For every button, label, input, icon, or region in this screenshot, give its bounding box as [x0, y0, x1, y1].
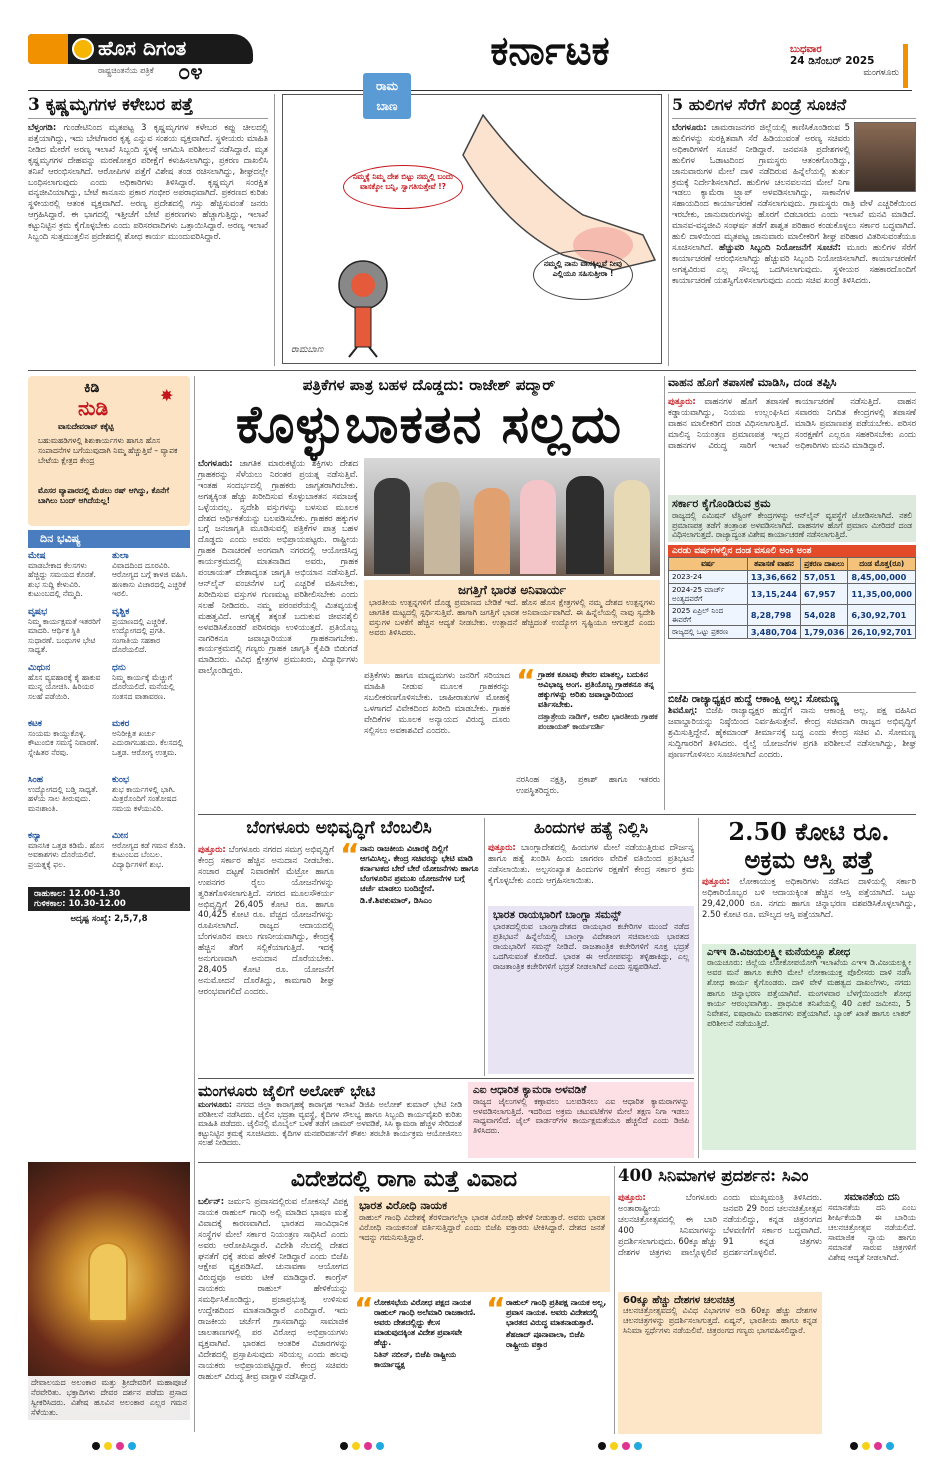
deer-headline: 3 ಕೃಷ್ಣಮೃಗಗಳ ಕಳೇಬರ ಪತ್ತೆ: [28, 95, 194, 115]
registration-mark: [104, 1442, 112, 1450]
registration-mark: [610, 1442, 618, 1450]
jail-dateline: ಮಂಗಳೂರು:: [198, 1100, 233, 1109]
raga-box-body: ರಾಹುಲ್ ಗಾಂಧಿ ವಿದೇಶಕ್ಕೆ ತೆರಳಿದಾಗಲೆಲ್ಲಾ ಭಾರತ ವಿರೋಧಿ ಹೇಳಿಕೆ ನೀಡುತ್ತಾರೆ. ಅವರು ಭಾರತ ವಿರೋಧಿ ನಾಯಕನಂತೆ ವರ್ತಿಸುತ್ತಿದ್ದಾರೆ ಎಂದು ಬಿಜೆಪಿ ವಕ್ತಾರರು ಟೀಕಿಸಿದ್ದಾರೆ. ದೇಶದ ಜನತೆ ಇದನ್ನು ಗಮನಿಸುತ್ತಿದ್ದಾರೆ.: [359, 1213, 605, 1242]
deer-article: [28, 94, 268, 364]
lead-photo-person: [520, 480, 556, 574]
bjp-text: ಬಿಜೆಪಿ ರಾಜ್ಯಾಧ್ಯಕ್ಷರ ಹುದ್ದೆಗೆ ನಾನು ಆಕಾಂಕ್ಷಿ ಅಲ್ಲ. ಪಕ್ಷ ವಹಿಸಿದ ಜವಾಬ್ದಾರಿಯನ್ನು ನಿಷ್ಠೆಯಿಂದ ನಿರ್ವಹಿಸುತ್ತೇನೆ. ಕೇಂದ್ರ ಸಚಿವನಾಗಿ ರಾಜ್ಯದ ಅಭಿವೃದ್ಧಿಗೆ ಶ್ರಮಿಸುತ್ತಿದ್ದೇನೆ. ಹೈಕಮಾಂಡ್ ತೀರ್ಮಾನಕ್ಕೆ ಬದ್ಧ ಎಂದು ಕೇಂದ್ರ ಸಚಿವ ವಿ. ಸೋಮಣ್ಣ ಸುದ್ದಿಗಾರರಿಗೆ ತಿಳಿಸಿದರು. ರೈಲ್ವೆ ಯೋಜನೆಗಳ ಪ್ರಗತಿ ಪರಿಶೀಲನೆ ನಡೆಸಲಾಗಿದ್ದು, ಶೀಘ್ರ ಪೂರ್ಣಗೊಳಿಸಲು ಸೂಚಿಸಲಾಗಿದೆ ಎಂದರು.: [668, 705, 916, 759]
cinema-article: [618, 1166, 916, 1434]
header-rule: [28, 90, 912, 91]
horoscope-sign: [28, 551, 106, 605]
table-cell: 11,35,00,000: [848, 583, 916, 604]
cinema-text: ಬೆಂಗಳೂರು ಅಂತಾರಾಷ್ಟ್ರೀಯ ಚಲನಚಿತ್ರೋತ್ಸವದಲ್ಲಿ ಈ ಬಾರಿ 400 ಸಿನಿಮಾಗಳನ್ನು ಪ್ರದರ್ಶಿಸಲಾಗುವುದು. 60ಕ್ಕೂ ಹೆಚ್ಚು ದೇಶಗಳ ಚಿತ್ರಗಳು ಪಾಲ್ಗೊಳ್ಳಲಿವೆ ಎಂದು ಮುಖ್ಯಮಂತ್ರಿ ತಿಳಿಸಿದರು. ಜನವರಿ 29 ರಿಂದ ಚಲನಚಿತ್ರೋತ್ಸವ ನಡೆಯಲಿದ್ದು, ಕನ್ನಡ ಚಿತ್ರರಂಗದ ಬೆಳವಣಿಗೆಗೆ ಸರ್ಕಾರ ಬದ್ಧವಾಗಿದೆ. 91 ಕನ್ನಡ ಚಿತ್ರಗಳು ಪ್ರದರ್ಶನಗೊಳ್ಳಲಿವೆ.: [618, 1192, 822, 1257]
registration-mark: [364, 1442, 372, 1450]
jail-text: ನಗರದ ಜಿಲ್ಲಾ ಕಾರಾಗೃಹಕ್ಕೆ ಕಾರಾಗೃಹ ಇಲಾಖೆ ಡಿಜಿಪಿ ಅಲೋಕ್ ಕುಮಾರ್ ಭೇಟಿ ನೀಡಿ ಪರಿಶೀಲನೆ ನಡೆಸಿದರು. ಜೈಲಿನ ಭದ್ರತಾ ವ್ಯವಸ್ಥೆ, ಕೈದಿಗಳ ಸೌಲಭ್ಯ ಹಾಗೂ ಸಿಬ್ಬಂದಿ ಕಾರ್ಯವೈಖರಿ ಕುರಿತು ಮಾಹಿತಿ ಪಡೆದರು. ಜೈಲಿನಲ್ಲಿ ಮೊಬೈಲ್ ಬಳಕೆ ತಡೆಗೆ ಜಾಮರ್ ಅಳವಡಿಕೆ, ಸಿಸಿ ಕ್ಯಾಮರಾ ಹೆಚ್ಚಳ ಸೇರಿದಂತೆ ಕಟ್ಟುನಿಟ್ಟಿನ ಕ್ರಮಕ್ಕೆ ಸೂಚಿಸಿದರು. ಕೈದಿಗಳ ಮನಪರಿವರ್ತನೆಗೆ ಕೌಶಲ ತರಬೇತಿ ಕಾರ್ಯಕ್ರಮ ಆಯೋಜಿಸಲು ಸಲಹೆ ನೀಡಿದರು.: [198, 1100, 462, 1148]
horoscope-sign: [28, 775, 106, 829]
lead-photo-person: [474, 488, 510, 574]
horoscope-panel: [28, 530, 190, 924]
cinema-side-title: ಸಮಾನತೆಯ ದನಿ: [844, 1192, 900, 1203]
lead-photo-person: [566, 476, 604, 574]
cartoon-badge-line2: ಬಾಣ: [376, 99, 398, 113]
table-cell: 8,28,798: [747, 604, 800, 625]
table-cell: 8,45,00,000: [848, 570, 916, 583]
hindu-box-body: ಭಾರತದಲ್ಲಿರುವ ಬಾಂಗ್ಲಾದೇಶದ ರಾಯಭಾರ ಕಚೇರಿಗಳ ಮುಂದೆ ನಡೆದ ಪ್ರತಿಭಟನೆ ಹಿನ್ನೆಲೆಯಲ್ಲಿ ಬಾಂಗ್ಲಾ ವಿದೇಶಾಂಗ ಸಚಿವಾಲಯ ಭಾರತದ ರಾಯಭಾರಿಗೆ ಸಮನ್ಸ್ ನೀಡಿದೆ. ರಾಜತಾಂತ್ರಿಕ ಕಚೇರಿಗಳಿಗೆ ಸೂಕ್ತ ಭದ್ರತೆ ಒದಗಿಸುವಂತೆ ಕೋರಿದೆ. ಭಾರತ ಈ ಆರೋಪವನ್ನು ತಳ್ಳಿಹಾಕಿದ್ದು, ಎಲ್ಲ ರಾಜತಾಂತ್ರಿಕ ಕಚೇರಿಗಳಿಗೆ ಭದ್ರತೆ ನೀಡಲಾಗಿದೆ ಎಂದು ಸ್ಪಷ್ಟಪಡಿಸಿದೆ.: [493, 922, 689, 971]
jail-box-title: ಎಐ ಆಧಾರಿತ ಕ್ಯಾಮರಾ ಅಳವಡಿಕೆ: [473, 1084, 587, 1096]
header-city: ಮಂಗಳೂರು: [863, 68, 899, 78]
logo-title: ಹೊಸ ದಿಗಂತ: [98, 36, 187, 60]
bjp-headline: ಬಿಜೆಪಿ ರಾಜ್ಯಾಧ್ಯಕ್ಷರ ಹುದ್ದೆ ಆಕಾಂಕ್ಷಿ ಅಲ್ಲ: ಸೋಮಣ್ಣ: [668, 694, 840, 705]
horoscope-sign-name: ತುಲಾ: [112, 551, 129, 561]
horoscope-sign: [28, 663, 106, 717]
cinema-box: [618, 1292, 822, 1434]
hindu-headline: ಹಿಂದುಗಳ ಹತ್ಯೆ ನಿಲ್ಲಿಸಿ: [534, 818, 648, 837]
kidi-byline: ವಾಸುದೇವರಾವ್ ಕಕ್ಕೆಟ್ಟಿ: [58, 422, 114, 431]
hindu-box: [488, 906, 694, 1074]
page-number: ೦೪: [178, 60, 203, 85]
registration-mark: [92, 1442, 100, 1450]
assets-text: ಲೋಕಾಯುಕ್ತ ಅಧಿಕಾರಿಗಳು ನಡೆಸಿದ ದಾಳಿಯಲ್ಲಿ ಸರ್ಕಾರಿ ಅಧಿಕಾರಿಯೊಬ್ಬರ ಬಳಿ ಆದಾಯಕ್ಕಿಂತ ಹೆಚ್ಚಿನ ಆಸ್ತಿ ಪತ್ತೆಯಾಗಿದೆ. ಒಟ್ಟು 29,42,000 ರೂ. ನಗದು ಹಾಗೂ ಚಿನ್ನಾಭರಣ ವಶಪಡಿಸಿಕೊಳ್ಳಲಾಗಿದ್ದು, 2.50 ಕೋಟಿ ರೂ. ಮೌಲ್ಯದ ಆಸ್ತಿ ಪತ್ತೆಯಾಗಿದೆ.: [702, 876, 916, 919]
lead-box-title: ಜಗತ್ತಿಗೆ ಭಾರತ ಅನಿವಾರ್ಯ: [458, 583, 566, 597]
kidi-item-2: ಮೊಸರ ವ್ಯಾಪಾರದಲ್ಲಿ ಮೆಡಲು ರಷ್ ಆಗಿದ್ದು, ಕೊನೆಗೆ ಬಾಗಿಲು ಬಂದ್ ಆಗಿದೆಯಲ್ಲ!: [38, 486, 170, 505]
deer-text: ಗುಂಡೇಟಿನಿಂದ ಮೃತಪಟ್ಟ 3 ಕೃಷ್ಣಮೃಗಗಳ ಕಳೇಬರ ಕಪ್ಪು ಚೀಲದಲ್ಲಿ ಪತ್ತೆಯಾಗಿದ್ದು, ಇದು ಬೇಟೆಗಾರರ ಕೃತ್ಯ ಎನ್ನುವ ಸಂಶಯ ವ್ಯಕ್ತವಾಗಿದೆ. ಸ್ಥಳೀಯರು ಮಾಹಿತಿ ನೀಡಿದ ಮೇರೆಗೆ ಅರಣ್ಯ ಇಲಾಖೆ ಸಿಬ್ಬಂದಿ ಸ್ಥಳಕ್ಕೆ ಆಗಮಿಸಿ ಪರಿಶೀಲನೆ ನಡೆಸಿದ್ದಾರೆ. ಮೃತ ಕೃಷ್ಣಮೃಗಗಳ ದೇಹವನ್ನು ಮರಣೋತ್ತರ ಪರೀಕ್ಷೆಗೆ ಕಳುಹಿಸಲಾಗಿದ್ದು, ಪ್ರಕರಣ ದಾಖಲಿಸಿ ತನಿಖೆ ಆರಂಭಿಸಲಾಗಿದೆ. ಆರೋಪಿಗಳ ಪತ್ತೆಗೆ ವಿಶೇಷ ತಂಡ ರಚಿಸಲಾಗಿದ್ದು, ಶೀಘ್ರದಲ್ಲೇ ಬಂಧಿಸಲಾಗುವುದು ಎಂದು ಅಧಿಕಾರಿಗಳು ತಿಳಿಸಿದ್ದಾರೆ. ಕೃಷ್ಣಮೃಗ ಸಂರಕ್ಷಿತ ವನ್ಯಜೀವಿಯಾಗಿದ್ದು, ಬೇಟೆ ಕಾನೂನು ಪ್ರಕಾರ ಗಂಭೀರ ಅಪರಾಧವಾಗಿದೆ. ಪ್ರಕರಣದ ಕುರಿತು ಸ್ಥಳೀಯರಲ್ಲಿ ಆತಂಕ ವ್ಯಕ್ತವಾಗಿದೆ. ಅರಣ್ಯ ಪ್ರದೇಶದಲ್ಲಿ ಗಸ್ತು ಹೆಚ್ಚಿಸುವಂತೆ ಜನರು ಆಗ್ರಹಿಸಿದ್ದಾರೆ. ಈ ಭಾಗದಲ್ಲಿ ಇತ್ತೀಚೆಗೆ ಬೇಟೆ ಪ್ರಕರಣಗಳು ಹೆಚ್ಚಾಗುತ್ತಿದ್ದು, ಇಲಾಖೆ ಕಟ್ಟುನಿಟ್ಟಿನ ಕ್ರಮ ಕೈಗೊಳ್ಳಬೇಕು ಎಂದು ಪರಿಸರವಾದಿಗಳು ಒತ್ತಾಯಿಸಿದ್ದಾರೆ. ಅರಣ್ಯ ಇಲಾಖೆ ಸಿಬ್ಬಂದಿ ಸುತ್ತಮುತ್ತಲಿನ ಪ್ರದೇಶದಲ್ಲಿ ಶೋಧ ಕಾರ್ಯ ಮುಂದುವರಿಸಿದ್ದಾರೆ.: [28, 122, 269, 242]
horoscope-sign: [112, 551, 190, 605]
bjp-article: [668, 694, 916, 808]
horoscope-sign-text: ನಿಮ್ಮ ಕಾರ್ಯಕ್ಕೆ ಮೆಚ್ಚುಗೆ ದೊರೆಯಲಿದೆ. ಮನೆಯಲ್ಲಿ ಸಂತಸದ ವಾತಾವರಣ.: [112, 673, 175, 701]
cinema-body: [618, 1192, 822, 1288]
table-cell: 67,957: [800, 583, 847, 604]
registration-mark: [634, 1442, 642, 1450]
registration-mark: [850, 1442, 858, 1450]
raga-box: [354, 1196, 610, 1292]
tigers-subhead: ಹೆಚ್ಚುವರಿ ಸಿಬ್ಬಂದಿ ನಿಯೋಜನೆಗೆ ಸೂಚನೆ:: [719, 241, 841, 252]
temple-caption: ದೇವಾಲಯದ ಅಲಂಕಾರ ಮತ್ತು ಶ್ರೀದೇವರಿಗೆ ಮಹಾಪೂಜೆ ನೆರವೇರಿತು. ಭಕ್ತಾದಿಗಳು ದೇವರ ದರ್ಶನ ಪಡೆದು ಪ್ರಸಾದ ಸ್ವೀಕರಿಸಿದರು. ವಿಶೇಷ ಹೂವಿನ ಅಲಂಕಾರ ಎಲ್ಲರ ಗಮನ ಸೆಳೆಯಿತು.: [28, 1376, 190, 1432]
table-cell: 26,10,92,701: [848, 625, 916, 638]
quote-mark-icon: “: [340, 838, 360, 873]
kidi-title-nudi: ನುಡಿ: [78, 396, 109, 420]
hindu-article: [488, 818, 694, 1074]
registration-mark: [376, 1442, 384, 1450]
registration-mark: [874, 1442, 882, 1450]
deer-dateline: ಬೆಳ್ತಂಗಡಿ:: [28, 122, 57, 132]
registration-mark: [862, 1442, 870, 1450]
table-row: [669, 625, 916, 638]
cartoon-leg-right: [369, 347, 377, 357]
raga-quote-1-text: ಲೋಕಸಭೆಯ ವಿರೋಧ ಪಕ್ಷದ ನಾಯಕ ರಾಹುಲ್ ಗಾಂಧಿ ಅಲೆಮಾರಿ ರಾಜಕಾರಣಿ. ಅವರು ದೇಶದಲ್ಲಿದ್ದು ಕೆಲಸ ಮಾಡುವುದಕ್ಕಿಂತ ವಿದೇಶ ಪ್ರವಾಸವೇ ಹೆಚ್ಚು.: [374, 1298, 476, 1347]
assets-headline: 2.50 ಕೋಟಿ ರೂ. ಅಕ್ರಮ ಆಸ್ತಿ ಪತ್ತೆ: [728, 817, 890, 874]
registration-mark: [128, 1442, 136, 1450]
table-row: [669, 583, 916, 604]
tigers-headline: 5 ಹುಲಿಗಳ ಸೆರೆಗೆ ಖಂಡ್ರೆ ಸೂಚನೆ: [672, 95, 847, 114]
horoscope-sign-text: ಅನಿರೀಕ್ಷಿತ ಖರ್ಚು ಎದುರಾಗಬಹುದು. ಕೆಲಸದಲ್ಲಿ ಒತ್ತಡ. ಆರೋಗ್ಯ ಉತ್ತಮ.: [112, 729, 184, 757]
blr-article: [198, 818, 480, 1076]
vehicle-body: [668, 396, 916, 492]
blr-body: [198, 844, 334, 1076]
cinema-dateline: ಪುತ್ತೂರು:: [618, 1192, 646, 1202]
lead-dateline: ಬೆಂಗಳೂರು:: [198, 458, 233, 468]
header-date: 24 ಡಿಸೆಂಬರ್ 2025: [790, 55, 875, 67]
cartoon-character-body: [355, 307, 371, 347]
blr-dateline: ಪುತ್ತೂರು:: [198, 844, 226, 854]
logo-emblem-icon: [72, 38, 94, 60]
cartoon-character-face: [351, 273, 375, 297]
blr-quote: [340, 838, 480, 956]
col-divider: [698, 818, 699, 1158]
lead-photo-person: [614, 480, 650, 574]
horoscope-sign: [112, 831, 190, 885]
spark-icon: ✸: [160, 386, 174, 405]
header-day: ಬುಧವಾರ: [790, 44, 822, 55]
registration-mark: [598, 1442, 606, 1450]
table-cell: 13,15,244: [747, 583, 800, 604]
raga-headline: ವಿದೇಶದಲ್ಲಿ ರಾಗಾ ಮತ್ತೆ ವಿವಾದ: [290, 1166, 518, 1192]
lead-body-2: ಪತ್ರಿಕೆಗಳು ಹಾಗೂ ಮಾಧ್ಯಮಗಳು ಜನರಿಗೆ ಸರಿಯಾದ ಮಾಹಿತಿ ನೀಡುವ ಮೂಲಕ ಗ್ರಾಹಕರನ್ನು ಸಬಲೀಕರಣಗೊಳಿಸಬೇಕು. ಜಾಹೀರಾತುಗಳ ಮೋಹಕ್ಕೆ ಒಳಗಾಗದೆ ವಿವೇಕದಿಂದ ಖರೀದಿ ಮಾಡಬೇಕು. ಗ್ರಾಹಕ ವೇದಿಕೆಗಳ ಮೂಲಕ ಅನ್ಯಾಯದ ವಿರುದ್ಧ ದೂರು ಸಲ್ಲಿಸಲು ಅವಕಾಶವಿದೆ ಎಂದರು.: [364, 670, 510, 735]
horoscope-sign-text: ವಿವಾದದಿಂದ ದೂರವಿರಿ. ಆರೋಗ್ಯದ ಬಗ್ಗೆ ಕಾಳಜಿ ವಹಿಸಿ. ಹಣಕಾಸು ವಿಚಾರದಲ್ಲಿ ಎಚ್ಚರಿಕೆ ಇರಲಿ.: [112, 561, 188, 599]
cartoon-badge-line1: ರಾಮ: [376, 79, 398, 93]
hindu-box-title: ಭಾರತ ರಾಯಭಾರಿಗೆ ಬಾಂಗ್ಲಾ ಸಮನ್ಸ್: [493, 909, 621, 921]
temple-idol: [88, 1242, 128, 1322]
horoscope-sign: [28, 719, 106, 773]
horoscope-sign: [28, 831, 106, 885]
col-divider: [484, 818, 485, 1076]
registration-mark: [886, 1442, 894, 1450]
cinema-box-body: ಚಲನಚಿತ್ರೋತ್ಸವದಲ್ಲಿ ವಿವಿಧ ವಿಭಾಗಗಳ ಅಡಿ 60ಕ್ಕೂ ಹೆಚ್ಚು ದೇಶಗಳ ಚಲನಚಿತ್ರಗಳನ್ನು ಪ್ರದರ್ಶಿಸಲಾಗುತ್ತದೆ. ಏಷ್ಯನ್, ಭಾರತೀಯ ಹಾಗೂ ಕನ್ನಡ ಸಿನಿಮಾ ಸ್ಪರ್ಧೆಗಳು ನಡೆಯಲಿವೆ. ಚಿತ್ರರಂಗದ ಗಣ್ಯರು ಭಾಗವಹಿಸಲಿದ್ದಾರೆ.: [623, 1306, 817, 1335]
blr-text: ಬೆಂಗಳೂರು ನಗರದ ಸಮಗ್ರ ಅಭಿವೃದ್ಧಿಗೆ ಕೇಂದ್ರ ಸರ್ಕಾರ ಹೆಚ್ಚಿನ ಅನುದಾನ ನೀಡಬೇಕು. ಸಂಚಾರ ದಟ್ಟಣೆ ನಿವಾರಣೆಗೆ ಮೆಟ್ರೋ ಹಾಗೂ ಉಪನಗರ ರೈಲು ಯೋಜನೆಗಳನ್ನು ತ್ವರಿತಗೊಳಿಸಲಾಗುತ್ತಿದೆ. ನಗರದ ಮೂಲಸೌಕರ್ಯ ಅಭಿವೃದ್ಧಿಗೆ 26,405 ಕೋಟಿ ರೂ. ಹಾಗೂ 40,425 ಕೋಟಿ ರೂ. ವೆಚ್ಚದ ಯೋಜನೆಗಳನ್ನು ರೂಪಿಸಲಾಗಿದೆ. ರಾಜ್ಯದ ಆದಾಯದಲ್ಲಿ ಬೆಂಗಳೂರಿನ ಪಾಲು ಗಣನೀಯವಾಗಿದ್ದು, ಕೇಂದ್ರಕ್ಕೆ ಹೆಚ್ಚಿನ ತೆರಿಗೆ ಸಲ್ಲಿಕೆಯಾಗುತ್ತಿದೆ. ಇದಕ್ಕೆ ಅನುಗುಣವಾಗಿ ಅನುದಾನ ದೊರೆಯಬೇಕು. 28,405 ಕೋಟಿ ರೂ. ಯೋಜನೆಗೆ ಅನುಮೋದನೆ ದೊರೆತಿದ್ದು, ಕಾಮಗಾರಿ ಶೀಘ್ರ ಆರಂಭವಾಗಲಿದೆ ಎಂದರು.: [198, 844, 334, 996]
raga-article: [198, 1166, 610, 1434]
kidi-title: ಕಿಡಿ: [84, 380, 100, 396]
logo-stripe: [28, 34, 68, 64]
horoscope-sign-name: ಮೀನ: [112, 831, 129, 841]
lead-story: [198, 376, 660, 814]
horoscope-sign-text: ಹೊಸ ವ್ಯವಹಾರಕ್ಕೆ ಕೈ ಹಾಕುವ ಮುನ್ನ ಯೋಚಿಸಿ. ಹಿರಿಯರ ಸಲಹೆ ಪಡೆಯಿರಿ.: [28, 673, 101, 701]
rahu-block: [28, 887, 190, 911]
horoscope-sign-text: ಪ್ರಯಾಣದಲ್ಲಿ ಎಚ್ಚರಿಕೆ. ಉದ್ಯೋಗದಲ್ಲಿ ಪ್ರಗತಿ. ಸಂಗಾತಿಯ ಸಹಕಾರ ದೊರೆಯಲಿದೆ.: [112, 617, 168, 655]
vehicle-article: [668, 376, 916, 666]
assets-box-body: ರಾಯಚೂರು: ಜಿಲ್ಲೆಯ ಲೋಕೋಪಯೋಗಿ ಇಲಾಖೆಯ ಎಇಇ ಡಿ.ವಿಜಯಲಕ್ಷ್ಮೀ ಅವರ ಮನೆ ಹಾಗೂ ಕಚೇರಿ ಮೇಲೆ ಲೋಕಾಯುಕ್ತ ಪೊಲೀಸರು ದಾಳಿ ನಡೆಸಿ ಶೋಧ ಕಾರ್ಯ ಕೈಗೊಂಡರು. ದಾಳಿ ವೇಳೆ ಮಹತ್ವದ ದಾಖಲೆಗಳು, ನಗದು ಹಾಗೂ ಚಿನ್ನಾಭರಣ ಪತ್ತೆಯಾಗಿವೆ. ಮಂಗಳವಾರ ಬೆಳಗ್ಗೆಯಿಂದಲೇ ಶೋಧ ಕಾರ್ಯ ಆರಂಭವಾಗಿತ್ತು. ಪ್ರಾಥಮಿಕ ತನಿಖೆಯಲ್ಲಿ 40 ಎಕರೆ ಜಮೀನು, 5 ನಿವೇಶನ, ಐಷಾರಾಮಿ ವಾಹನಗಳು ಪತ್ತೆಯಾಗಿವೆ. ಬ್ಯಾಂಕ್ ಖಾತೆ ಹಾಗೂ ಲಾಕರ್ ಪರಿಶೀಲನೆ ನಡೆಯುತ್ತಿದೆ.: [707, 958, 911, 1029]
cartoon-panel: [282, 79, 662, 364]
col-divider: [194, 376, 195, 1432]
table-header-cell: ತಪಾಸಣೆ ವಾಹನ: [747, 557, 800, 570]
section-rule: [198, 814, 916, 815]
col-divider: [614, 1166, 615, 1434]
gulika-kala: ಗುಳಿಕಕಾಲ: 10.30-12.00: [34, 899, 126, 909]
deer-body: [28, 122, 268, 242]
header-date-block: [790, 44, 908, 88]
vehicle-box-body: ರಾಜ್ಯದಲ್ಲಿ ಎಮಿಷನ್ ಟೆಸ್ಟಿಂಗ್ ಕೇಂದ್ರಗಳನ್ನು ಆನ್‌ಲೈನ್ ವ್ಯವಸ್ಥೆಗೆ ಜೋಡಿಸಲಾಗಿದೆ. ನಕಲಿ ಪ್ರಮಾಣಪತ್ರ ತಡೆಗೆ ತಂತ್ರಾಂಶ ಅಳವಡಿಸಲಾಗಿದೆ. ವಾಹನಗಳ ಹೊಗೆ ಪ್ರಮಾಣ ಮೀರಿದರೆ ದಂಡ ವಿಧಿಸಲಾಗುತ್ತದೆ. ರಾಜ್ಯಾದ್ಯಂತ ವಿಶೇಷ ಕಾರ್ಯಾಚರಣೆ ನಡೆಸಲಾಗುತ್ತಿದೆ.: [672, 511, 912, 540]
table-cell: 2023-24: [669, 570, 748, 583]
tigers-dateline: ಬೆಂಗಳೂರು:: [672, 122, 707, 132]
horoscope-sign-name: ಕಟಕ: [28, 719, 42, 729]
cartoon-signature: ರಾಮಬಾಣ: [291, 345, 324, 355]
jail-box: [468, 1082, 694, 1158]
table-cell: 57,051: [800, 570, 847, 583]
col-divider: [274, 94, 275, 366]
horoscope-sign: [28, 607, 106, 661]
section-rule: [198, 1078, 694, 1079]
quote-mark-icon: “: [354, 1292, 374, 1327]
quote-mark-icon: “: [486, 1292, 506, 1327]
cinema-side-body: ಸಮಾನತೆಯ ದನಿ ಎಂಬ ಶೀರ್ಷಿಕೆಯಡಿ ಈ ಬಾರಿಯ ಚಲನಚಿತ್ರೋತ್ಸವ ನಡೆಯಲಿದೆ. ಸಾಮಾಜಿಕ ನ್ಯಾಯ ಹಾಗೂ ಸಮಾನತೆ ಸಾರುವ ಚಿತ್ರಗಳಿಗೆ ವಿಶೇಷ ಆದ್ಯತೆ ನೀಡಲಾಗಿದೆ.: [828, 1203, 916, 1262]
raga-dateline: ಬರ್ಲಿನ್:: [198, 1196, 225, 1206]
cartoon-bubble-1: ನಿಮ್ಮಕ್ಕೆ ನಿಮ್ಮ ದೇಶ ಬಿಟ್ಟು ನಮ್ಮಲ್ಲಿ ಬಂದು ವಾಸಕ್ಕೋ ಬನ್ನಿ, ಸ್ವಾಗತಿಸುತ್ತೇವೆ !?: [343, 165, 463, 209]
horoscope-sign-name: ವೃಷಭ: [28, 607, 48, 617]
vehicle-text: ವಾಹನಗಳ ಹೊಗೆ ತಪಾಸಣೆ ಕಡ್ಡಾಯವಾಗಿದ್ದು, ನಿಯಮ ಉಲ್ಲಂಘಿಸಿದ ವಾಹನ ಮಾಲೀಕರಿಗೆ ದಂಡ ವಿಧಿಸಲಾಗುತ್ತಿದೆ. ಮಾಲಿನ್ಯ ನಿಯಂತ್ರಣ ಪ್ರಮಾಣಪತ್ರ ಇಲ್ಲದ ವಾಹನಗಳ ವಿರುದ್ಧ ಸಾರಿಗೆ ಇಲಾಖೆ ಕಾರ್ಯಾಚರಣೆ ನಡೆಸುತ್ತಿದೆ. ವಾಹನ ಸವಾರರು ನಿಗದಿತ ಕೇಂದ್ರಗಳಲ್ಲಿ ತಪಾಸಣೆ ಮಾಡಿಸಿ ಪ್ರಮಾಣಪತ್ರ ಪಡೆಯಬೇಕು. ಪರಿಸರ ಸಂರಕ್ಷಣೆಗೆ ಎಲ್ಲರೂ ಸಹಕರಿಸಬೇಕು ಎಂದು ಅಧಿಕಾರಿಗಳು ಮನವಿ ಮಾಡಿದ್ದಾರೆ.: [668, 396, 916, 450]
table-row: [669, 604, 916, 625]
table-cell: 1,79,036: [800, 625, 847, 638]
horoscope-sign: [112, 607, 190, 661]
horoscope-sign-name: ಕುಂಭ: [112, 775, 130, 785]
table-header-cell: ವರ್ಷ: [669, 557, 748, 570]
lead-quote-text: ಗ್ರಾಹಕ ಕೂಟವು ಕೇವಲ ಮಾತಲ್ಲ, ಬದುಕಿನ ಅವಿಭಾಜ್ಯ ಅಂಗ. ಪ್ರತಿಯೊಬ್ಬ ಗ್ರಾಹಕನೂ ತನ್ನ ಹಕ್ಕುಗಳನ್ನು ಅರಿತು ಜವಾಬ್ದಾರಿಯಿಂದ ವರ್ತಿಸಬೇಕು.: [538, 670, 655, 709]
horoscope-sign: [112, 719, 190, 773]
cinema-box-title: 60ಕ್ಕೂ ಹೆಚ್ಚು ದೇಶಗಳ ಚಲನಚಿತ್ರ: [623, 1295, 735, 1306]
table-header-cell: ದಂಡ ಮೊತ್ತ(ರೂ): [848, 557, 916, 570]
horoscope-sign-text: ಮಾಡಬೇಕಾದ ಕೆಲಸಗಳು ಹೆಚ್ಚಿದ್ದು ಸಮಯದ ಕೊರತೆ. ಶುಭ ಸುದ್ದಿ ಕೇಳುವಿರಿ. ಕುಟುಂಬದಲ್ಲಿ ನೆಮ್ಮದಿ.: [28, 561, 96, 599]
horoscope-sign-text: ಉದ್ಯೋಗದಲ್ಲಿ ಬಡ್ತಿ ಸಾಧ್ಯತೆ. ಹಳೆಯ ಸಾಲ ತೀರುವುದು. ಮನಃಶಾಂತಿ.: [28, 785, 98, 813]
table-cell: 6,30,92,701: [848, 604, 916, 625]
blr-quote-by: ಡಿ.ಕೆ.ಶಿವಕುಮಾರ್, ಡಿಸಿಎಂ: [360, 896, 432, 905]
raga-quote-2-by: ಶೆಹಜಾದ್ ಪೂನಾವಾಲಾ, ಬಿಜೆಪಿ ರಾಷ್ಟ್ರೀಯ ವಕ್ತಾರ: [506, 1330, 585, 1349]
registration-mark: [622, 1442, 630, 1450]
assets-dateline: ಪುತ್ತೂರು:: [702, 876, 730, 886]
cinema-headline: 400 ಸಿನಿಮಾಗಳ ಪ್ರದರ್ಶನ: ಸಿಎಂ: [618, 1166, 809, 1185]
horoscope-sign-name: ಧನು: [112, 663, 126, 673]
horoscope-grid: [28, 551, 190, 885]
lead-tail: ನರಸಿಂಹ ನಕ್ಷತ್ರಿ, ಪ್ರಕಾಶ್ ಹಾಗೂ ಇತರರು ಉಪಸ್ಥಿತರಿದ್ದರು.: [516, 774, 660, 795]
vehicle-table-header: [669, 557, 916, 570]
raga-body: [198, 1196, 348, 1434]
jail-headline: ಮಂಗಳೂರು ಜೈಲಿಗೆ ಅಲೋಕ್ ಭೇಟಿ: [198, 1082, 376, 1100]
horoscope-sign-text: ಮಾನಸಿಕ ಒತ್ತಡ ಕಡಿಮೆ. ಹೊಸ ಅವಕಾಶಗಳು ದೊರೆಯಲಿವೆ. ಪ್ರಯತ್ನಕ್ಕೆ ಫಲ.: [28, 841, 105, 869]
table-cell: 13,36,662: [747, 570, 800, 583]
table-cell: 2024-25 ಮಾರ್ಚ್ ಅಂತ್ಯದವರೆಗೆ: [669, 583, 748, 604]
blr-headline: ಬೆಂಗಳೂರು ಅಭಿವೃದ್ಧಿಗೆ ಬೆಂಬಲಿಸಿ: [246, 818, 432, 838]
horoscope-sign-text: ಆರೋಗ್ಯದ ಕಡೆ ಗಮನ ಕೊಡಿ. ಕುಟುಂಬದ ಬೆಂಬಲ. ವಿದ್ಯಾರ್ಥಿಗಳಿಗೆ ಶುಭ.: [112, 841, 186, 869]
kidi-item-1: ಬಹುಮಹಡಿಗಳಲ್ಲಿ ಶಿಶುಕಾರ್ಯಗಳು ಹಾಗೂ ಹೊಸ ಸಂಪಾದನೆಗಳ ಬಗೆಯುವುದಾಗಿ ನಿಮ್ಮ ಹೆಚ್ಚುತ್ತಿವೆ – ವ್ಯಾಪಕ ಬೇಟೆಯ ಕ್ಷೇತ್ರದ ಕೇಂದ್ರ: [38, 436, 178, 465]
rahu-kala: ರಾಹುಕಾಲ: 12.00-1.30: [34, 889, 121, 899]
raga-text: ಜರ್ಮನಿ ಪ್ರವಾಸದಲ್ಲಿರುವ ಲೋಕಸಭೆ ವಿಪಕ್ಷ ನಾಯಕ ರಾಹುಲ್ ಗಾಂಧಿ ಅಲ್ಲಿ ಮಾಡಿದ ಭಾಷಣ ಮತ್ತೆ ವಿವಾದಕ್ಕೆ ಕಾರಣವಾಗಿದೆ. ಭಾರತದ ಸಾಂವಿಧಾನಿಕ ಸಂಸ್ಥೆಗಳ ಮೇಲೆ ಸರ್ಕಾರ ನಿಯಂತ್ರಣ ಸಾಧಿಸಿದೆ ಎಂದು ಅವರು ಆರೋಪಿಸಿದ್ದಾರೆ. ವಿದೇಶಿ ನೆಲದಲ್ಲಿ ದೇಶದ ಘನತೆಗೆ ಧಕ್ಕೆ ತರುವ ಹೇಳಿಕೆ ನೀಡಿದ್ದಾರೆ ಎಂದು ಬಿಜೆಪಿ ಆಕ್ಷೇಪ ವ್ಯಕ್ತಪಡಿಸಿದೆ. ಚುನಾವಣಾ ಆಯೋಗದ ವಿರುದ್ಧವೂ ಅವರು ಟೀಕೆ ಮಾಡಿದ್ದಾರೆ. ಕಾಂಗ್ರೆಸ್ ನಾಯಕರು ರಾಹುಲ್ ಹೇಳಿಕೆಯನ್ನು ಸಮರ್ಥಿಸಿಕೊಂಡಿದ್ದು, ಪ್ರಜಾಪ್ರಭುತ್ವ ಉಳಿಸುವ ಉದ್ದೇಶದಿಂದ ಮಾತನಾಡಿದ್ದಾರೆ ಎಂದಿದ್ದಾರೆ. ಇದು ರಾಜಕೀಯ ಚರ್ಚೆಗೆ ಗ್ರಾಸವಾಗಿದ್ದು ಸಾಮಾಜಿಕ ಜಾಲತಾಣಗಳಲ್ಲಿ ಪರ ವಿರೋಧ ಅಭಿಪ್ರಾಯಗಳು ವ್ಯಕ್ತವಾಗಿವೆ. ಭಾರತದ ಆಂತರಿಕ ವಿಚಾರಗಳನ್ನು ವಿದೇಶದಲ್ಲಿ ಪ್ರಸ್ತಾಪಿಸುವುದು ಸರಿಯಲ್ಲ ಎಂದು ಹಲವು ನಾಯಕರು ಅಭಿಪ್ರಾಯಪಟ್ಟಿದ್ದಾರೆ. ಕೇಂದ್ರ ಸಚಿವರು ರಾಹುಲ್ ವಿರುದ್ಧ ತೀವ್ರ ವಾಗ್ದಾಳಿ ನಡೆಸಿದ್ದಾರೆ.: [198, 1196, 348, 1381]
section-rule: [28, 370, 916, 371]
bjp-body: [668, 705, 916, 760]
section-title: ಕರ್ನಾಟಕ: [490, 28, 610, 74]
masthead: [28, 30, 253, 86]
horoscope-title: ದಿನ ಭವಿಷ್ಯ: [28, 530, 190, 548]
assets-body: [702, 876, 916, 940]
raga-quote-1: [354, 1292, 480, 1434]
horoscope-sign-name: ಸಿಂಹ: [28, 775, 44, 785]
lead-quote: [516, 664, 660, 770]
vehicle-table-title: ಎರಡು ವರ್ಷಗಳಲ್ಲಿನ ದಂಡ ವಸೂಲಿ ಅಂಕಿ ಅಂಶ: [668, 545, 916, 557]
kidi-nudi-box: [28, 376, 190, 526]
registration-mark: [340, 1442, 348, 1450]
raga-quote-2-text: ರಾಹುಲ್ ಗಾಂಧಿ ಪ್ರತಿಪಕ್ಷ ನಾಯಕ ಅಲ್ಲ, ಪ್ರವಾಸ ನಾಯಕ. ಅವರು ವಿದೇಶದಲ್ಲಿ ಭಾರತದ ವಿರುದ್ಧ ಮಾತನಾಡುತ್ತಾರೆ.: [506, 1298, 607, 1327]
hindu-text: ಬಾಂಗ್ಲಾದೇಶದಲ್ಲಿ ಹಿಂದುಗಳ ಮೇಲೆ ನಡೆಯುತ್ತಿರುವ ದೌರ್ಜನ್ಯ ಹಾಗೂ ಹತ್ಯೆ ಖಂಡಿಸಿ ಹಿಂದು ಜಾಗರಣ ವೇದಿಕೆ ವತಿಯಿಂದ ಪ್ರತಿಭಟನೆ ನಡೆಸಲಾಯಿತು. ಅಲ್ಪಸಂಖ್ಯಾತ ಹಿಂದುಗಳ ರಕ್ಷಣೆಗೆ ಕೇಂದ್ರ ಸರ್ಕಾರ ಕ್ರಮ ಕೈಗೊಳ್ಳಬೇಕು ಎಂದು ಆಗ್ರಹಿಸಲಾಯಿತು.: [488, 842, 694, 885]
raga-quote-1-by: ನಿತಿನ್ ನಬೀನ್, ಬಿಜೆಪಿ ರಾಷ್ಟ್ರೀಯ ಕಾರ್ಯಾಧ್ಯಕ್ಷ: [374, 1350, 457, 1369]
rule: [668, 692, 916, 693]
col-divider: [668, 94, 669, 366]
col-divider: [664, 376, 665, 810]
lead-box-body: ಭಾರತೀಯ ಉತ್ಪನ್ನಗಳಿಗೆ ದೊಡ್ಡ ಪ್ರಮಾಣದ ಬೇಡಿಕೆ ಇದೆ. ಹೊಸ ಹೊಸ ಕ್ಷೇತ್ರಗಳಲ್ಲಿ ನಮ್ಮ ದೇಶದ ಉತ್ಪನ್ನಗಳು ಜಾಗತಿಕ ಮಟ್ಟದಲ್ಲಿ ಸ್ಪರ್ಧಿಸುತ್ತಿವೆ. ಹಾಗಾಗಿ ಜಗತ್ತಿಗೆ ಭಾರತ ಅನಿವಾರ್ಯವಾಗಿದೆ. ಈ ಹಿನ್ನೆಲೆಯಲ್ಲಿ ನಾವು ಸ್ವದೇಶಿ ವಸ್ತುಗಳ ಬಳಕೆಗೆ ಹೆಚ್ಚಿನ ಆದ್ಯತೆ ನೀಡಬೇಕು. ಉತ್ಪಾದನೆ ಹೆಚ್ಚಿದಂತೆ ಉದ್ಯೋಗ ಸೃಷ್ಟಿಯೂ ಆಗುತ್ತದೆ ಎಂದು ಅವರು ತಿಳಿಸಿದರು.: [369, 598, 655, 637]
table-cell: 2025 ಏಪ್ರಿಲ್ ನಿಂದ ಈವರೆಗೆ: [669, 604, 748, 625]
raga-box-title: ಭಾರತ ವಿರೋಧಿ ನಾಯಕ: [359, 1199, 448, 1212]
horoscope-sign-name: ಮಕರ: [112, 719, 130, 729]
tigers-text2: ಮೂರು ಹುಲಿಗಳ ಸೆರೆಗೆ ಕಾರ್ಯಾಚರಣೆ ಆರಂಭಿಸಲಾಗಿದ್ದು ಹೆಚ್ಚುವರಿ ಸಿಬ್ಬಂದಿ ನಿಯೋಜಿಸಲಾಗಿದೆ. ಕಾರ್ಯಾಚರಣೆಗೆ ಅಗತ್ಯವಿರುವ ಎಲ್ಲ ಸೌಲಭ್ಯ ಒದಗಿಸಲಾಗುವುದು. ಸ್ಥಳೀಯರ ಸಹಕಾರದೊಂದಿಗೆ ಕಾರ್ಯಾಚರಣೆ ಯಶಸ್ವಿಗೊಳಿಸಲಾಗುವುದು ಎಂದು ಸಚಿವ ಖಂಡ್ರೆ ತಿಳಿಸಿದರು.: [672, 241, 916, 285]
raga-quote-2: [486, 1292, 610, 1434]
hindu-body: [488, 842, 694, 902]
horoscope-sign-name: ಮೇಷ: [28, 551, 46, 561]
minister-photo: [854, 122, 916, 192]
horoscope-sign: [112, 663, 190, 717]
horoscope-sign-text: ನಿಮ್ಮ ಕಾರ್ಯಕ್ಷಮತೆ ಇತರರಿಗೆ ಮಾದರಿ. ಆರ್ಥಿಕ ಸ್ಥಿತಿ ಸುಧಾರಣೆ. ಬಂಧುಗಳ ಭೇಟಿ ಸಾಧ್ಯತೆ.: [28, 617, 101, 655]
table-header-cell: ಪ್ರಕರಣ ದಾಖಲು: [800, 557, 847, 570]
quote-mark-icon: “: [516, 664, 536, 699]
registration-mark: [116, 1442, 124, 1450]
horoscope-sign-name: ವೃಶ್ಚಿಕ: [112, 607, 130, 617]
jail-article: [198, 1082, 462, 1158]
blr-quote-text: ನಾನು ರಾಜಕೀಯ ವಿಚಾರಕ್ಕೆ ದಿಲ್ಲಿಗೆ ಆಗಮಿಸಿಲ್ಲ. ಕೇಂದ್ರ ಸಚಿವರನ್ನು ಭೇಟಿ ಮಾಡಿ ಕರ್ನಾಟಕದ ಬೇರೆ ಬೇರೆ ಯೋಜನೆಗಳು ಹಾಗೂ ಬೆಂಗಳೂರಿನ ಪ್ರಮುಖ ಯೋಜನೆಗಳ ಬಗ್ಗೆ ಚರ್ಚೆ ಮಾಡಲು ಬಂದಿದ್ದೇನೆ.: [360, 844, 479, 893]
lead-quote-by: ದತ್ತಾತ್ರೇಯ ನಾಡಿಗ್, ಅಖಿಲ ಭಾರತೀಯ ಗ್ರಾಹಕ ಪಂಚಾಯತ್ ಕಾರ್ಯದರ್ಶಿ: [538, 712, 658, 731]
jail-box-body: ರಾಜ್ಯದ ಜೈಲುಗಳಲ್ಲಿ ಕಣ್ಗಾವಲು ಬಲಪಡಿಸಲು ಎಐ ಆಧಾರಿತ ಕ್ಯಾಮರಾಗಳನ್ನು ಅಳವಡಿಸಲಾಗುತ್ತಿದೆ. ಇದರಿಂದ ಅಕ್ರಮ ಚಟುವಟಿಕೆಗಳ ಮೇಲೆ ತಕ್ಷಣ ನಿಗಾ ಇಡಲು ಸಾಧ್ಯವಾಗಲಿದೆ. ಜೈಲ್ ವಾರ್ಡರ್‌ಗಳ ಕಾರ್ಯಕ್ಷಮತೆಯೂ ಹೆಚ್ಚಲಿದೆ ಎಂದು ಡಿಜಿಪಿ ತಿಳಿಸಿದರು.: [473, 1097, 689, 1135]
bjp-dateline: ಶಿವಮೊಗ್ಗ:: [668, 705, 698, 715]
vehicle-dateline: ಪುತ್ತೂರು:: [668, 396, 696, 406]
cartoon-leg-left: [349, 347, 357, 357]
lead-body: [198, 458, 358, 814]
tigers-article: [672, 94, 916, 366]
vehicle-box: [668, 495, 916, 542]
assets-box-title: ಎಇಇ ಡಿ.ವಿಜಯಲಕ್ಷ್ಮೀ ಮನೆಯಲ್ಲೂ ಶೋಧ: [707, 947, 851, 958]
horoscope-sign-name: ಕನ್ಯಾ: [28, 831, 42, 841]
vehicle-table: [668, 557, 916, 639]
lead-text: ಜಾಗತಿಕ ಮಾರುಕಟ್ಟೆಯ ಶಕ್ತಿಗಳು ದೇಶದ ಗ್ರಾಹಕರನ್ನು ಸೆಳೆಯಲು ನಿರಂತರ ಪ್ರಯತ್ನ ನಡೆಸುತ್ತಿವೆ. ಇಂತಹ ಸಂದರ್ಭದಲ್ಲಿ ಗ್ರಾಹಕರು ಜಾಗೃತರಾಗಿರಬೇಕು. ಅಗತ್ಯಕ್ಕಿಂತ ಹೆಚ್ಚು ಖರೀದಿಸುವ ಕೊಳ್ಳುಬಾಕತನ ಸಮಾಜಕ್ಕೆ ಒಳ್ಳೆಯದಲ್ಲ. ಸ್ವದೇಶಿ ವಸ್ತುಗಳನ್ನು ಬಳಸುವ ಮೂಲಕ ದೇಶದ ಆರ್ಥಿಕತೆಯನ್ನು ಬಲಪಡಿಸಬೇಕು. ಗ್ರಾಹಕರ ಹಕ್ಕುಗಳ ಬಗ್ಗೆ ಜನಜಾಗೃತಿ ಮೂಡಿಸುವಲ್ಲಿ ಪತ್ರಿಕೆಗಳ ಪಾತ್ರ ಬಹಳ ದೊಡ್ಡದು ಎಂದು ಅವರು ಅಭಿಪ್ರಾಯಪಟ್ಟರು. ರಾಷ್ಟ್ರೀಯ ಗ್ರಾಹಕ ದಿನಾಚರಣೆ ಅಂಗವಾಗಿ ನಗರದಲ್ಲಿ ಆಯೋಜಿಸಿದ್ದ ಕಾರ್ಯಕ್ರಮದಲ್ಲಿ ಮಾತನಾಡಿದ ಅವರು, ಗ್ರಾಹಕ ಪಂಚಾಯತ್ ದೇಶಾದ್ಯಂತ ಜಾಗೃತಿ ಅಭಿಯಾನ ನಡೆಸುತ್ತಿದೆ. ಆನ್‌ಲೈನ್ ವಂಚನೆಗಳ ಬಗ್ಗೆ ಎಚ್ಚರಿಕೆ ವಹಿಸಬೇಕು, ಖರೀದಿಸುವ ವಸ್ತುಗಳ ಗುಣಮಟ್ಟ ಪರಿಶೀಲಿಸಬೇಕು ಎಂದು ಸಲಹೆ ನೀಡಿದರು. ನಮ್ಮ ಪರಂಪರೆಯಲ್ಲಿ ಮಿತವ್ಯಯಕ್ಕೆ ಮಹತ್ವವಿದೆ. ಅಗತ್ಯಕ್ಕೆ ತಕ್ಕಂತೆ ಬದುಕುವ ಜೀವನಶೈಲಿ ಅಳವಡಿಸಿಕೊಂಡರೆ ಪರಿಸರವೂ ಉಳಿಯುತ್ತದೆ. ಪ್ರತಿಯೊಬ್ಬ ನಾಗರಿಕನೂ ಜವಾಬ್ದಾರಿಯುತ ಗ್ರಾಹಕನಾಗಬೇಕು. ಕಾರ್ಯಕ್ರಮದಲ್ಲಿ ಗಣ್ಯರು ಗ್ರಾಹಕ ಜಾಗೃತಿ ಕೈಪಿಡಿ ಬಿಡುಗಡೆ ಮಾಡಿದರು. ವಿವಿಧ ಕ್ಷೇತ್ರಗಳ ಪ್ರಮುಖರು, ವಿದ್ಯಾರ್ಥಿಗಳು ಪಾಲ್ಗೊಂಡಿದ್ದರು.: [198, 458, 358, 676]
lucky-number: ಅದೃಷ್ಟ ಸಂಖ್ಯೆ: 2,5,7,8: [70, 914, 148, 924]
table-row: [669, 570, 916, 583]
lead-headline: ಕೊಳ್ಳುಬಾಕತನ ಸಲ್ಲದು: [235, 395, 623, 455]
logo-subtitle: ರಾಷ್ಟ್ರಚಿಂತನೆಯ ಪತ್ರಿಕೆ: [98, 66, 154, 75]
cinema-side: [828, 1192, 916, 1434]
lead-box: [364, 580, 660, 664]
cartoon-drawing: [283, 95, 663, 365]
lead-kicker: ಪತ್ರಿಕೆಗಳ ಪಾತ್ರ ಬಹಳ ದೊಡ್ಡದು: ರಾಜೇಶ್ ಪದ್ಮಾರ್: [302, 376, 556, 394]
table-cell: 3,480,704: [747, 625, 800, 638]
assets-box: [702, 944, 916, 1150]
registration-mark: [352, 1442, 360, 1450]
hindu-dateline: ಪುತ್ತೂರು:: [488, 842, 516, 852]
lead-photo-person: [374, 478, 410, 574]
lead-photo-person: [424, 482, 460, 574]
vehicle-box-title: ಸರ್ಕಾರ ಕೈಗೊಂಡಿರುವ ಕ್ರಮ: [672, 497, 771, 510]
table-cell: 54,028: [800, 604, 847, 625]
jail-body: [198, 1100, 462, 1148]
vehicle-headline: ವಾಹನ ಹೊಗೆ ತಪಾಸಣೆ ಮಾಡಿಸಿ, ದಂಡ ತಪ್ಪಿಸಿ: [668, 376, 837, 389]
assets-article: [702, 818, 916, 1158]
section-rule: [198, 1162, 916, 1163]
lead-photo: [364, 458, 660, 576]
tigers-text: ಚಾಮರಾಜನಗರ ಜಿಲ್ಲೆಯಲ್ಲಿ ಕಾಣಿಸಿಕೊಂಡಿರುವ 5 ಹುಲಿಗಳನ್ನು ಸುರಕ್ಷಿತವಾಗಿ ಸೆರೆ ಹಿಡಿಯುವಂತೆ ಅರಣ್ಯ ಸಚಿವರು ಅಧಿಕಾರಿಗಳಿಗೆ ಸೂಚನೆ ನೀಡಿದ್ದಾರೆ. ಜನವಸತಿ ಪ್ರದೇಶಗಳಲ್ಲಿ ಹುಲಿಗಳ ಓಡಾಟದಿಂದ ಗ್ರಾಮಸ್ಥರು ಆತಂಕಗೊಂಡಿದ್ದು, ಜಾನುವಾರುಗಳ ಮೇಲೆ ದಾಳಿ ನಡೆದಿರುವ ಹಿನ್ನೆಲೆಯಲ್ಲಿ ತುರ್ತು ಕ್ರಮಕ್ಕೆ ನಿರ್ದೇಶಿಸಲಾಗಿದೆ. ಹುಲಿಗಳ ಚಲನವಲನದ ಮೇಲೆ ನಿಗಾ ಇಡಲು ಕ್ಯಾಮೆರಾ ಟ್ರ್ಯಾಪ್ ಅಳವಡಿಸಲಾಗಿದ್ದು, ಸಾಕಾನೆಗಳ ಸಹಾಯದಿಂದ ಕಾರ್ಯಾಚರಣೆ ನಡೆಸಲಾಗುವುದು. ಗ್ರಾಮಸ್ಥರು ರಾತ್ರಿ ವೇಳೆ ಎಚ್ಚರಿಕೆಯಿಂದ ಇರಬೇಕು, ಜಾನುವಾರುಗಳನ್ನು ಹೊರಗೆ ಬಿಡಬಾರದು ಎಂದು ಇಲಾಖೆ ಮನವಿ ಮಾಡಿದೆ. ಮಾನವ-ವನ್ಯಜೀವಿ ಸಂಘರ್ಷ ತಡೆಗೆ ಶಾಶ್ವತ ಪರಿಹಾರ ಕಂಡುಕೊಳ್ಳಲು ಸರ್ಕಾರ ಬದ್ಧವಾಗಿದೆ. ಹುಲಿ ದಾಳಿಯಿಂದ ಮೃತಪಟ್ಟ ಜಾನುವಾರು ಮಾಲೀಕರಿಗೆ ಶೀಘ್ರ ಪರಿಹಾರ ವಿತರಿಸುವಂತೆಯೂ ಸೂಚಿಸಲಾಗಿದೆ.: [672, 122, 916, 252]
table-cell: ರಾಜ್ಯದಲ್ಲಿ ಒಟ್ಟು ಪ್ರಕರಣ: [669, 625, 748, 638]
horoscope-sign-text: ಸಂಯಮ ಕಾಯ್ದುಕೊಳ್ಳಿ. ಕೌಟುಂಬಿಕ ಸಮಸ್ಯೆ ನಿವಾರಣೆ. ಸ್ನೇಹಿತರ ನೆರವು.: [28, 729, 99, 757]
horoscope-sign-name: ಮಿಥುನ: [28, 663, 51, 673]
cartoon-bubble-2: ನಮ್ಮಲ್ಲಿ ನಾನು ವಾಸಕ್ಕಿಲ್ಲವೆ ನೀವು ಎಲ್ಲಿಯೂ ಸಹಿಸುತ್ತೀರಾ !: [533, 250, 633, 300]
horoscope-sign-text: ಶುಭ ಕಾರ್ಯಗಳಲ್ಲಿ ಭಾಗಿ. ಮಿತ್ರರೊಂದಿಗೆ ಸಂತೋಷದ ಸಮಯ ಕಳೆಯುವಿರಿ.: [112, 785, 177, 813]
horoscope-sign: [112, 775, 190, 829]
